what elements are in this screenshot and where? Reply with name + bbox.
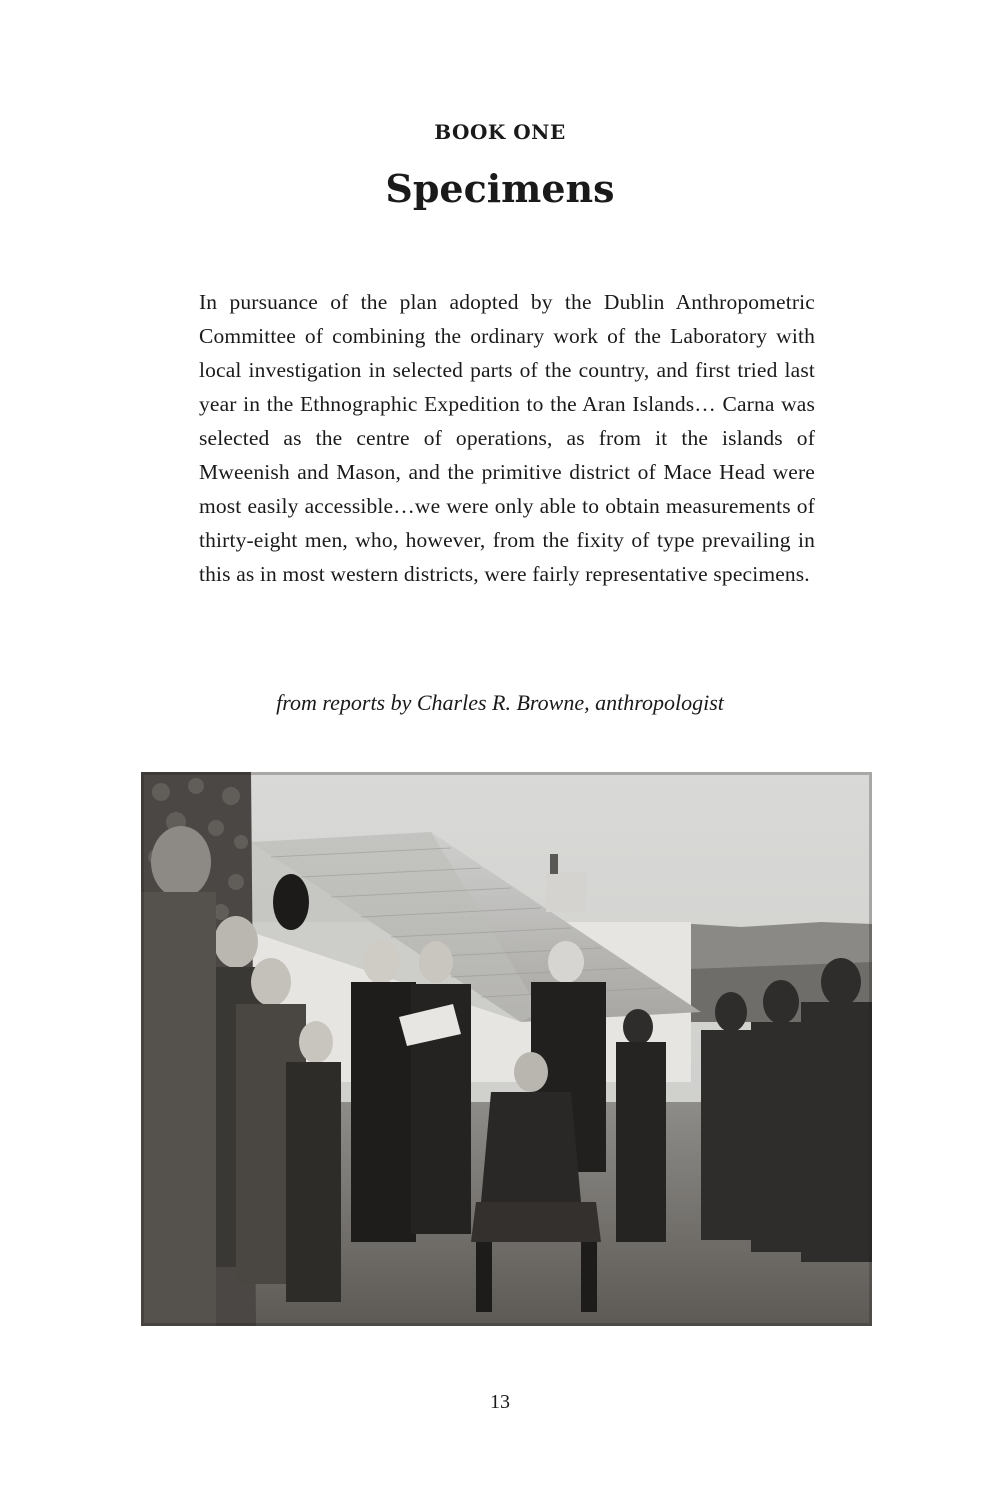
book-label: BOOK ONE	[434, 120, 566, 144]
epigraph-attribution: from reports by Charles R. Browne, anthropologist	[276, 690, 724, 715]
hat	[273, 874, 309, 930]
chapter-title: Specimens	[385, 166, 615, 211]
page-number: 13	[490, 1391, 510, 1413]
epigraph-paragraph: In pursuance of the plan adopted by the Dublin Anthropometric Committee of combining the ordinary work of the Laboratory with local investigation in selected parts of the country, and first tried last year in the Ethnographic Expedition to the Aran Islands… Carna was selected as the centre of operations, as from it the islands of Mweenish and Mason, and the primitive district of Mace Head were most easily accessible…we were only able to obtain measurements of thirty-eight men, who, however, from the fixity of type prevailing in this as in most western districts, were fairly representative specimens.	[199, 290, 815, 586]
chimney	[546, 872, 586, 912]
chimney-pot	[550, 854, 558, 874]
historical-photograph	[141, 772, 872, 1326]
